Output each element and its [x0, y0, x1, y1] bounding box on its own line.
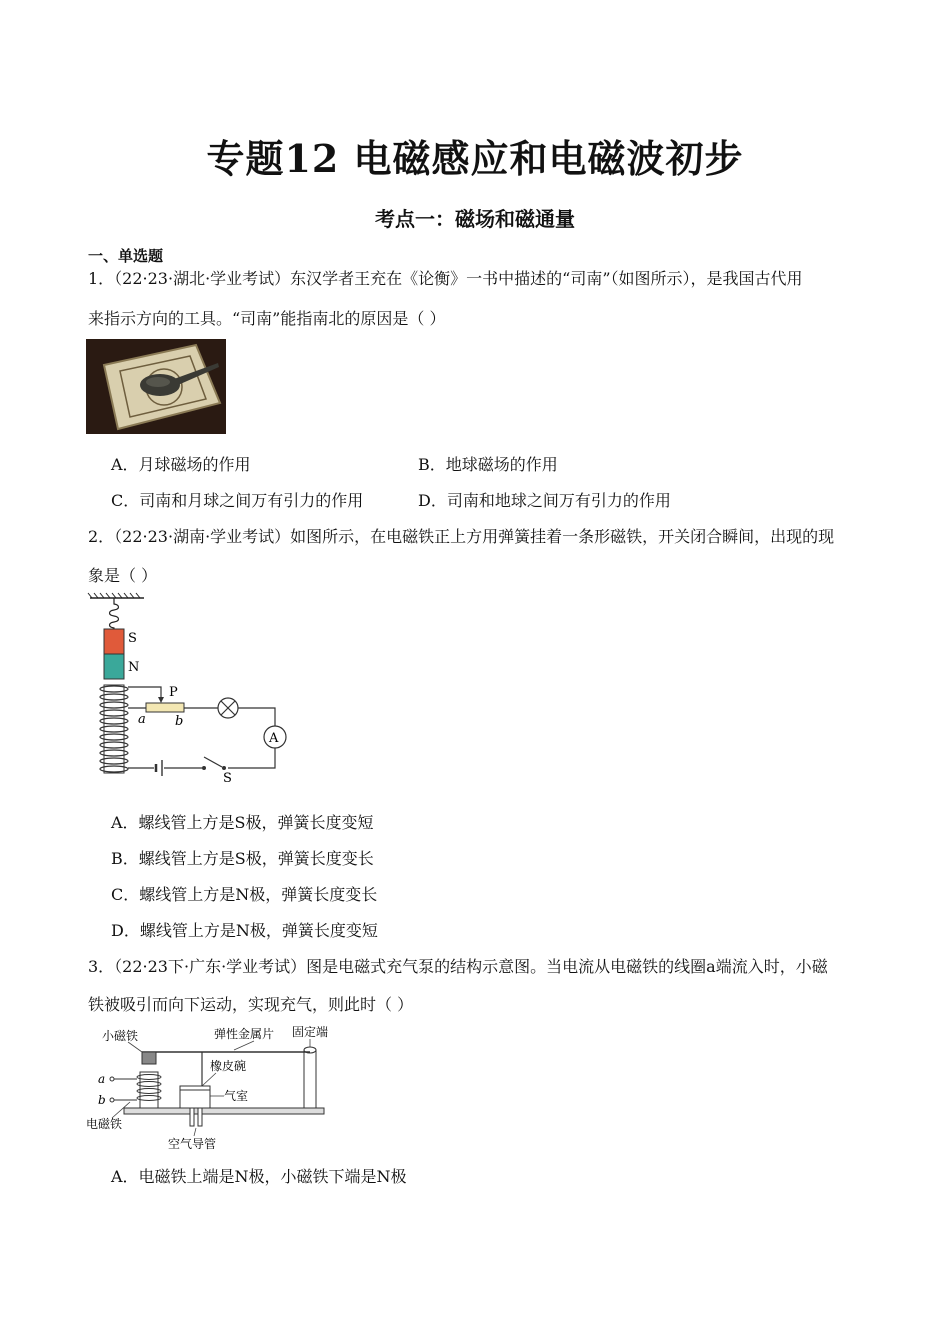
- fixed-post: [304, 1050, 316, 1108]
- rheostat: [146, 703, 184, 712]
- label-n-pole: N: [128, 660, 140, 675]
- label-end-b: b: [98, 1093, 106, 1107]
- air-tube: [190, 1108, 194, 1126]
- q3-option-a[interactable]: A．电磁铁上端是N极，小磁铁下端是N极: [111, 1167, 407, 1186]
- q2-option-c[interactable]: C．螺线管上方是N极，弹簧长度变长: [111, 885, 378, 904]
- label-end-b: b: [175, 714, 184, 729]
- page-title: 专题12 电磁感应和电磁波初步: [206, 136, 744, 181]
- air-pump-figure: [84, 1022, 334, 1154]
- magnet-s-pole: [104, 629, 124, 654]
- label-ammeter: A: [269, 731, 279, 746]
- electromagnet-circuit-figure: [86, 592, 296, 787]
- q2-option-a[interactable]: A．螺线管上方是S极，弹簧长度变短: [111, 813, 374, 832]
- q1-stem-line2: 来指示方向的工具。“司南”能指南北的原因是（ ）: [88, 309, 446, 328]
- label-electromagnet: 电磁铁: [86, 1117, 123, 1131]
- q3-stem-line2: 铁被吸引而向下运动，实现充气，则此时（ ）: [88, 995, 414, 1014]
- magnet-n-pole: [104, 654, 124, 679]
- q1-stem-line1: 1．（22·23·湖北·学业考试）东汉学者王充在《论衡》一书中描述的“司南”（如图所示），是我国古代用: [88, 269, 803, 288]
- label-air-tube: 空气导管: [168, 1137, 217, 1151]
- q2-option-d[interactable]: D．螺线管上方是N极，弹簧长度变短: [111, 921, 378, 940]
- base-plate: [124, 1108, 324, 1114]
- switch-icon: [204, 757, 222, 767]
- label-end-a: a: [98, 1072, 106, 1086]
- label-s-pole: S: [128, 631, 137, 646]
- label-small-magnet: 小磁铁: [102, 1029, 139, 1043]
- q1-option-d[interactable]: D．司南和地球之间万有引力的作用: [418, 491, 671, 510]
- label-slider-p: P: [169, 685, 178, 700]
- air-chamber: [180, 1086, 210, 1108]
- label-metal-strip: 弹性金属片: [214, 1027, 275, 1041]
- label-rubber-bowl: 橡皮碗: [210, 1059, 247, 1073]
- q1-option-b[interactable]: B．地球磁场的作用: [418, 455, 558, 474]
- label-switch: S: [223, 771, 232, 786]
- section-heading: 一、单选题: [88, 247, 164, 265]
- label-fixed-end: 固定端: [292, 1025, 329, 1039]
- page-subtitle: 考点一：磁场和磁通量: [375, 207, 575, 231]
- q2-stem-line2: 象是（ ）: [88, 566, 158, 585]
- q3-stem-line1: 3．（22·23下·广东·学业考试）图是电磁式充气泵的结构示意图。当电流从电磁铁的线圈a端流入时，小磁: [88, 957, 828, 976]
- electromagnet: [140, 1072, 158, 1108]
- sinan-photo: [86, 339, 226, 434]
- small-magnet: [142, 1052, 156, 1064]
- spring-icon: [110, 598, 119, 629]
- q2-stem-line1: 2．（22·23·湖南·学业考试）如图所示，在电磁铁正上方用弹簧挂着一条形磁铁，开关闭合瞬间，出现的现: [88, 527, 835, 546]
- q1-option-a[interactable]: A．月球磁场的作用: [111, 455, 251, 474]
- q1-option-c[interactable]: C．司南和月球之间万有引力的作用: [111, 491, 364, 510]
- q2-option-b[interactable]: B．螺线管上方是S极，弹簧长度变长: [111, 849, 374, 868]
- label-air-chamber: 气室: [224, 1089, 249, 1103]
- label-end-a: a: [138, 712, 146, 727]
